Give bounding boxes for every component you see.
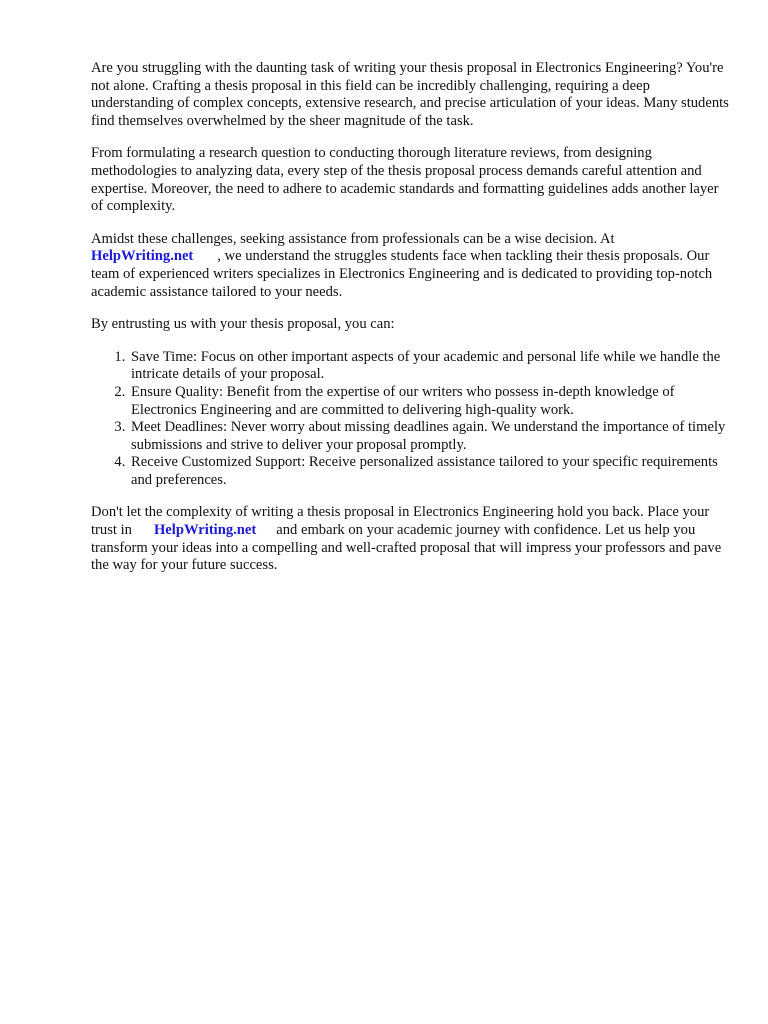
assistance-paragraph — [91, 231, 731, 301]
benefit-item-meet-deadlines: 3. Meet Deadlines: Never worry about missing deadlines again. We understand the importance of timely submissions and strive to deliver your proposal promptly. — [129, 419, 731, 454]
list-intro-paragraph: By entrusting us with your thesis proposal, you can: — [91, 316, 395, 333]
assistance-text-before-link: Amidst these challenges, seeking assistance from professionals can be a wise decision. At — [91, 230, 615, 247]
intro-paragraph: Are you struggling with the daunting task of writing your thesis proposal in Electronics Engineering? You're not alone. Crafting a thesis proposal in this field can be incredibly challenging, requiring a deep understanding of complex concepts, extensive research, and precise articulation of your ideas. Many students find themselves overwhelmed by the sheer magnitude of the task. — [91, 60, 729, 129]
benefit-item-save-time: 1. Save Time: Focus on other important aspects of your academic and personal life while we handle the intricate details of your proposal. — [129, 349, 731, 384]
helpwriting-link-2[interactable]: HelpWriting.net — [153, 522, 257, 539]
closing-paragraph — [91, 504, 731, 574]
challenges-paragraph: From formulating a research question to conducting thorough literature reviews, from designing methodologies to analyzing data, every step of the thesis proposal process demands careful attention and expertise. Moreover, the need to adhere to academic standards and formatting guidelines adds another layer of complexity. — [91, 145, 719, 215]
assistance-text-after-link: , we understand the struggles students face when tackling their thesis proposals. Our team of experienced writers specializes in Electronics Engineering and is dedicated to providing top-notch academic assistance tailored to your needs. — [91, 248, 713, 300]
benefit-item-ensure-quality: 2. Ensure Quality: Benefit from the expertise of our writers who possess in-depth knowledge of Electronics Engineering and are committed to delivering high-quality work. — [129, 384, 731, 419]
benefit-item-customized-support: 4. Receive Customized Support: Receive personalized assistance tailored to your specific requirements and preferences. — [129, 454, 731, 489]
document-body — [91, 60, 731, 590]
closing-text-before-link: Don't let the complexity of writing a thesis proposal in Electronics Engineering hold you back. Place your trust in — [91, 504, 710, 539]
helpwriting-link-1[interactable]: HelpWriting.net — [91, 248, 194, 265]
benefits-list — [91, 349, 731, 490]
closing-text-after-link: and embark on your academic journey with confidence. Let us help you transform your ideas into a compelling and well-crafted proposal that will impress your professors and pave the way for your future success. — [91, 522, 722, 574]
